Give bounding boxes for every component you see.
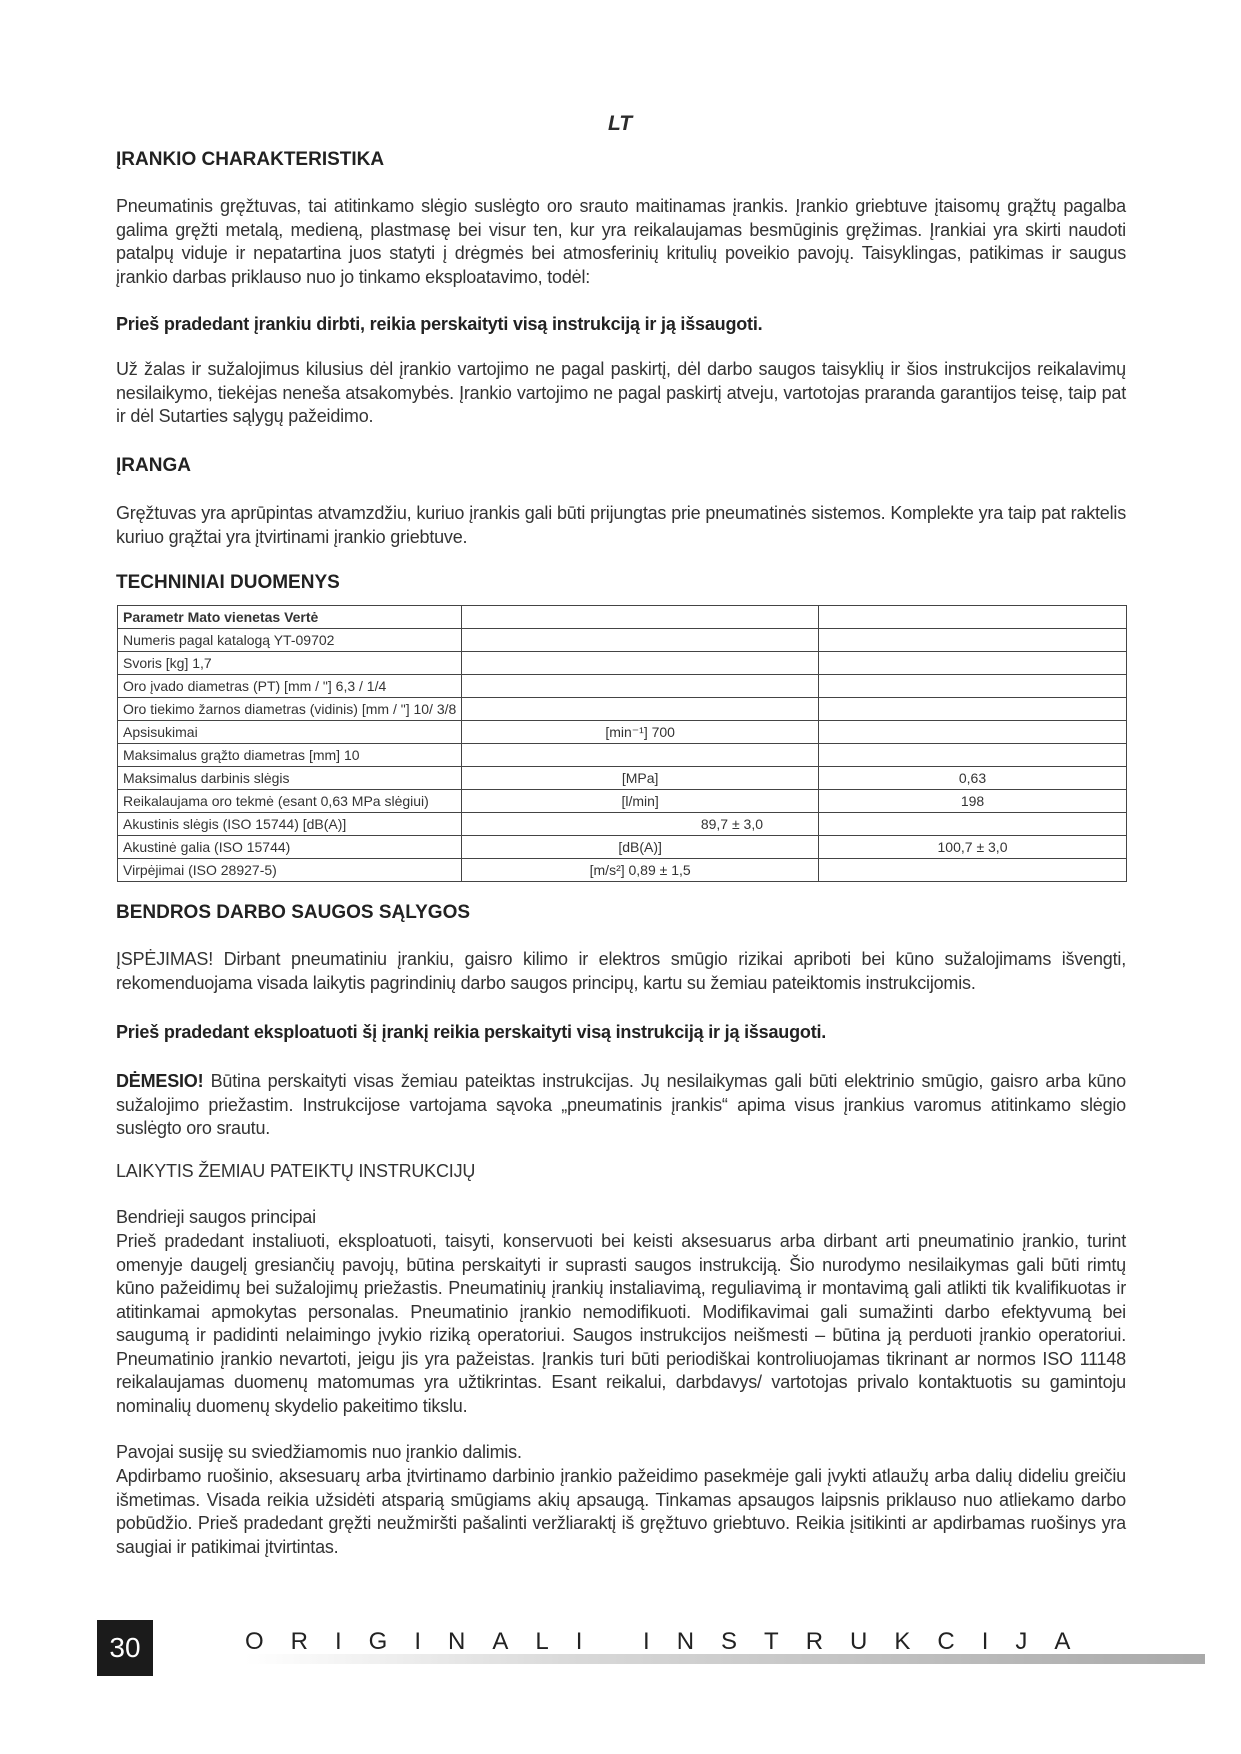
table-cell — [819, 859, 1127, 882]
table-row — [118, 652, 1127, 675]
table-row — [118, 813, 1127, 836]
attention-text: Būtina perskaityti visas žemiau pateiktas instrukcijas. Jų nesilaikymas gali būti elektrinio smūgio, gaisro arba kūno sužalojimo priežastim. Instrukcijose vartojama sąvoka „pneumatinis įrankis“ apima visus įrankius varomus atitinkamo slėgio suslėgto oro srautu. — [116, 1071, 1126, 1138]
table-row — [118, 767, 1127, 790]
table-cell: Akustinis slėgis (ISO 15744) [dB(A)] — [118, 813, 462, 836]
table-cell: Numeris pagal katalogą YT-09702 — [118, 629, 462, 652]
paragraph-liability: Už žalas ir sužalojimus kilusius dėl įrankio vartojimo ne pagal paskirtį, dėl darbo saugos taisyklių ir šios instrukcijos reikalavimų nesilaikymo, tiekėjas neneša atsakomybės. Įrankio vartojimo ne pagal paskirtį atveju, vartotojas praranda garantijos teisę, taip pat ir dėl Sutarties sąlygų pažeidimo. — [116, 359, 1126, 426]
table-cell — [462, 606, 819, 629]
table-cell — [462, 629, 819, 652]
section-title-equipment: ĮRANGA — [116, 455, 191, 476]
table-cell: Oro įvado diametras (PT) [mm / "] 6,3 / 1/4 — [118, 675, 462, 698]
table-cell: Maksimalus grąžto diametras [mm] 10 — [118, 744, 462, 767]
table-cell — [819, 629, 1127, 652]
table-cell — [819, 675, 1127, 698]
table-cell: [m/s²] 0,89 ± 1,5 — [462, 859, 819, 882]
language-code: LT — [608, 112, 633, 135]
attention-label: DĖMESIO! — [116, 1071, 204, 1091]
subheading-ejected-parts: Pavojai susiję su sviedžiamomis nuo įrankio dalimis. — [116, 1442, 522, 1462]
table-cell: [MPa] — [462, 767, 819, 790]
table-cell: [dB(A)] — [462, 836, 819, 859]
table-row — [118, 836, 1127, 859]
table-cell: Svoris [kg] 1,7 — [118, 652, 462, 675]
table-row — [118, 675, 1127, 698]
table-row — [118, 790, 1127, 813]
table-cell — [462, 652, 819, 675]
paragraph-attention — [116, 1070, 1126, 1141]
table-cell: Oro tiekimo žarnos diametras (vidinis) [mm / "] 10/ 3/8 — [118, 698, 462, 721]
table-cell — [462, 698, 819, 721]
page-number: 30 — [97, 1620, 153, 1676]
paragraph-read-instructions: Prieš pradedant įrankiu dirbti, reikia perskaityti visą instrukciją ir ją išsaugoti. — [116, 314, 763, 334]
paragraph-read-before-use: Prieš pradedant eksploatuoti šį įrankį reikia perskaityti visą instrukciją ir ją išsaugoti. — [116, 1022, 827, 1042]
table-cell — [819, 813, 1127, 836]
table-row — [118, 698, 1127, 721]
table-cell — [462, 675, 819, 698]
paragraph-warning: ĮSPĖJIMAS! Dirbant pneumatiniu įrankiu, gaisro kilimo ir elektros smūgio rizikai apriboti bei kūno sužalojimams išvengti, rekomenduojama visada laikytis pagrindinių darbo saugos principų, kartu su žemiau pateiktomis instrukcijomis. — [116, 949, 1126, 993]
paragraph-equipment: Gręžtuvas yra aprūpintas atvamzdžiu, kuriuo įrankis gali būti prijungtas prie pneumatinės sistemos. Komplekte yra taip pat raktelis kuriuo grąžtai yra įtvirtinami įrankio griebtuve. — [116, 503, 1126, 547]
table-cell — [819, 744, 1127, 767]
table-cell: Reikalaujama oro tekmė (esant 0,63 MPa slėgiui) — [118, 790, 462, 813]
table-cell — [462, 744, 819, 767]
table-row — [118, 859, 1127, 882]
table-row — [118, 721, 1127, 744]
table-cell: Akustinė galia (ISO 15744) — [118, 836, 462, 859]
table-row — [118, 629, 1127, 652]
table-cell: Parametr Mato vienetas Vertė — [118, 606, 462, 629]
table-row — [118, 744, 1127, 767]
table-cell: 198 — [819, 790, 1127, 813]
section-title-characteristics: ĮRANKIO CHARAKTERISTIKA — [116, 149, 385, 170]
paragraph-ejected-parts: Apdirbamo ruošinio, aksesuarų arba įtvirtinamo darbinio įrankio pažeidimo pasekmėje gali įvykti atlaužų arba dalių dideliu greičiu išmetimas. Visada reikia užsidėti atsparią smūgiams akių apsaugą. Tinkamas apsaugos laipsnis priklauso nuo atliekamo darbo pobūdžio. Prieš pradedant gręžti neužmiršti pašalinti veržliaraktį iš gręžtuvo griebtuvo. Reikia įsitikinti ar apdirbamas ruošinys yra saugiai ir patikimai įtvirtintas. — [116, 1466, 1126, 1557]
table-cell: Apsisukimai — [118, 721, 462, 744]
table-cell: Maksimalus darbinis slėgis — [118, 767, 462, 790]
table-cell: [min⁻¹] 700 — [462, 721, 819, 744]
table-cell: 100,7 ± 3,0 — [819, 836, 1127, 859]
table-row — [118, 606, 1127, 629]
table-cell: 0,63 — [819, 767, 1127, 790]
table-cell: 89,7 ± 3,0 — [462, 813, 819, 836]
footer-title: ORIGINALI INSTRUKCIJA — [245, 1628, 1098, 1655]
table-cell — [819, 698, 1127, 721]
paragraph-characteristics: Pneumatinis gręžtuvas, tai atitinkamo slėgio suslėgto oro srauto maitinamas įrankis. Įrankio griebtuve įtaisomų grąžtų pagalba galima gręžti metalą, medieną, plastmasę bei visur ten, kur yra reikalaujamas besmūginis gręžimas. Įrankiai yra skirti naudoti patalpų viduje ir nepatartina juos statyti į drėgmės bei atmosferinių kritulių poveikio pavojų. Taisyklingas, patikimas ir saugus įrankio darbas priklauso nuo jo tinkamo eksploatavimo, todėl: — [116, 196, 1126, 287]
subheading-general-principles: Bendrieji saugos principai — [116, 1207, 316, 1227]
table-cell — [819, 721, 1127, 744]
table-cell: Virpėjimai (ISO 28927-5) — [118, 859, 462, 882]
table-cell: [l/min] — [462, 790, 819, 813]
paragraph-general-principles: Prieš pradedant instaliuoti, eksploatuoti, taisyti, konservuoti bei keisti aksesuarus arba dirbant arti pneumatinio įrankio, turint omenyje daugelį gresiančių pavojų, būtina perskaityti ir suprasti saugos instrukciją. Šio nurodymo nesilaikymas gali būti rimtų kūno pažeidimų bei sužalojimų priežastis. Pneumatinių įrankių instaliavimą, reguliavimą ir montavimą gali atlikti tik kvalifikuotas ir atitinkamai apmokytas personalas. Pneumatinio įrankio nemodifikuoti. Modifikavimai gali sumažinti darbo efektyvumą bei saugumą ir padidinti nelaimingo įvykio riziką operatoriui. Saugos instrukcijos neišmesti – būtina ją perduoti įrankio operatoriui. Pneumatinio įrankio nevartoti, jeigu jis yra pažeistas. Įrankis turi būti periodiškai kontroliuojamas tikrinant ar normos ISO 11148 reikalaujamas duomenų matomumas yra užtikrintas. Esant reikalui, darbdavys/ vartotojas privalo kontaktuotis su gamintoju nominalių duomenų skydelio pakeitimo tikslu. — [116, 1231, 1126, 1416]
paragraph-follow-instructions: LAIKYTIS ŽEMIAU PATEIKTŲ INSTRUKCIJŲ — [116, 1161, 476, 1181]
technical-data-table — [117, 605, 1127, 882]
section-title-technical-data: TECHNINIAI DUOMENYS — [116, 572, 340, 593]
table-cell — [819, 652, 1127, 675]
table-cell — [819, 606, 1127, 629]
section-title-general-safety: BENDROS DARBO SAUGOS SĄLYGOS — [116, 902, 471, 923]
